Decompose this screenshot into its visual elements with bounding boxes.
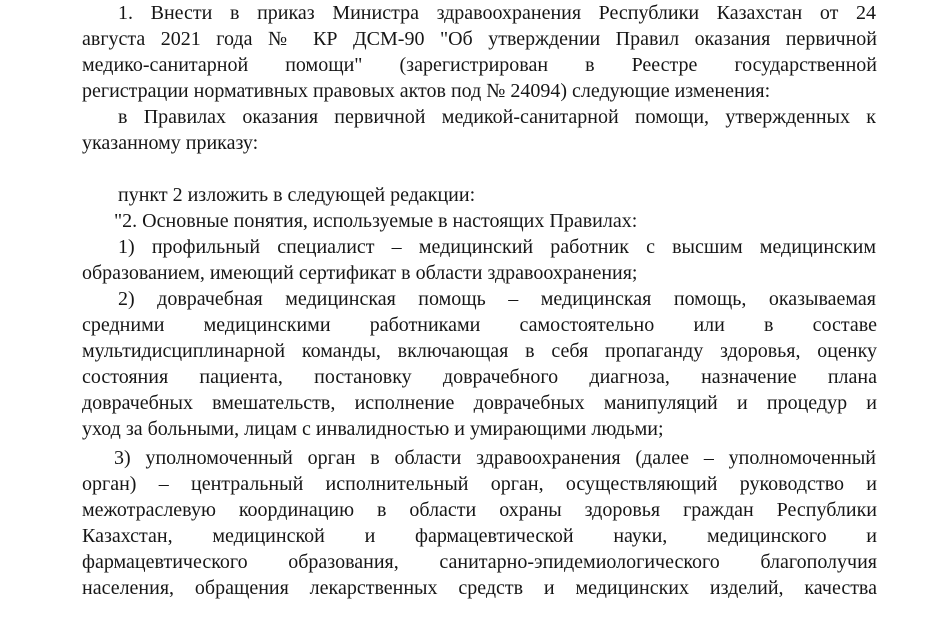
- paragraph-1-line-3: медико-санитарной помощи" (зарегистрирован в Реестре государственной: [82, 54, 877, 76]
- paragraph-4-line-1: "2. Основные понятия, используемые в настоящих Правилах:: [114, 210, 638, 232]
- item-3-line-3: межотраслевую координацию в области охраны здоровья граждан Республики: [82, 499, 877, 521]
- item-3-line-4: Казахстан, медицинской и фармацевтической науки, медицинского и: [82, 525, 877, 547]
- item-2-line-3: мультидисциплинарной команды, включающая в себя пропаганду здоровья, оценку: [82, 340, 877, 362]
- item-2-line-2: средними медицинскими работниками самостоятельно или в составе: [82, 314, 877, 336]
- item-1-line-1: 1) профильный специалист – медицинский работник с высшим медицинским: [118, 236, 876, 258]
- paragraph-2-line-2: указанному приказу:: [82, 132, 259, 154]
- item-2-line-5: доврачебных вмешательств, исполнение доврачебных манипуляций и процедур и: [82, 392, 877, 414]
- paragraph-3-line-1: пункт 2 изложить в следующей редакции:: [118, 184, 476, 206]
- item-2-line-4: состояния пациента, постановку доврачебного диагноза, назначение плана: [82, 366, 877, 388]
- item-3-line-6: населения, обращения лекарственных средств и медицинских изделий, качества: [82, 577, 877, 599]
- item-3-line-2: орган) – центральный исполнительный орган, осуществляющий руководство и: [82, 473, 877, 495]
- item-2-line-1: 2) доврачебная медицинская помощь – медицинская помощь, оказываемая: [118, 288, 876, 310]
- item-3-line-5: фармацевтического образования, санитарно-эпидемиологического благополучия: [82, 551, 877, 573]
- item-3-line-1: 3) уполномоченный орган в области здравоохранения (далее – уполномоченный: [114, 447, 876, 469]
- paragraph-1-line-2: августа 2021 года № КР ДСМ-90 "Об утверждении Правил оказания первичной: [82, 28, 877, 50]
- paragraph-1-line-4: регистрации нормативных правовых актов под № 24094) следующие изменения:: [82, 80, 771, 102]
- paragraph-1-line-1: 1. Внести в приказ Министра здравоохранения Республики Казахстан от 24: [118, 2, 876, 24]
- item-1-line-2: образованием, имеющий сертификат в области здравоохранения;: [82, 262, 638, 284]
- paragraph-2-line-1: в Правилах оказания первичной медикой-санитарной помощи, утвержденных к: [118, 106, 876, 128]
- item-2-line-6: уход за больными, лицам с инвалидностью и умирающими людьми;: [82, 418, 664, 440]
